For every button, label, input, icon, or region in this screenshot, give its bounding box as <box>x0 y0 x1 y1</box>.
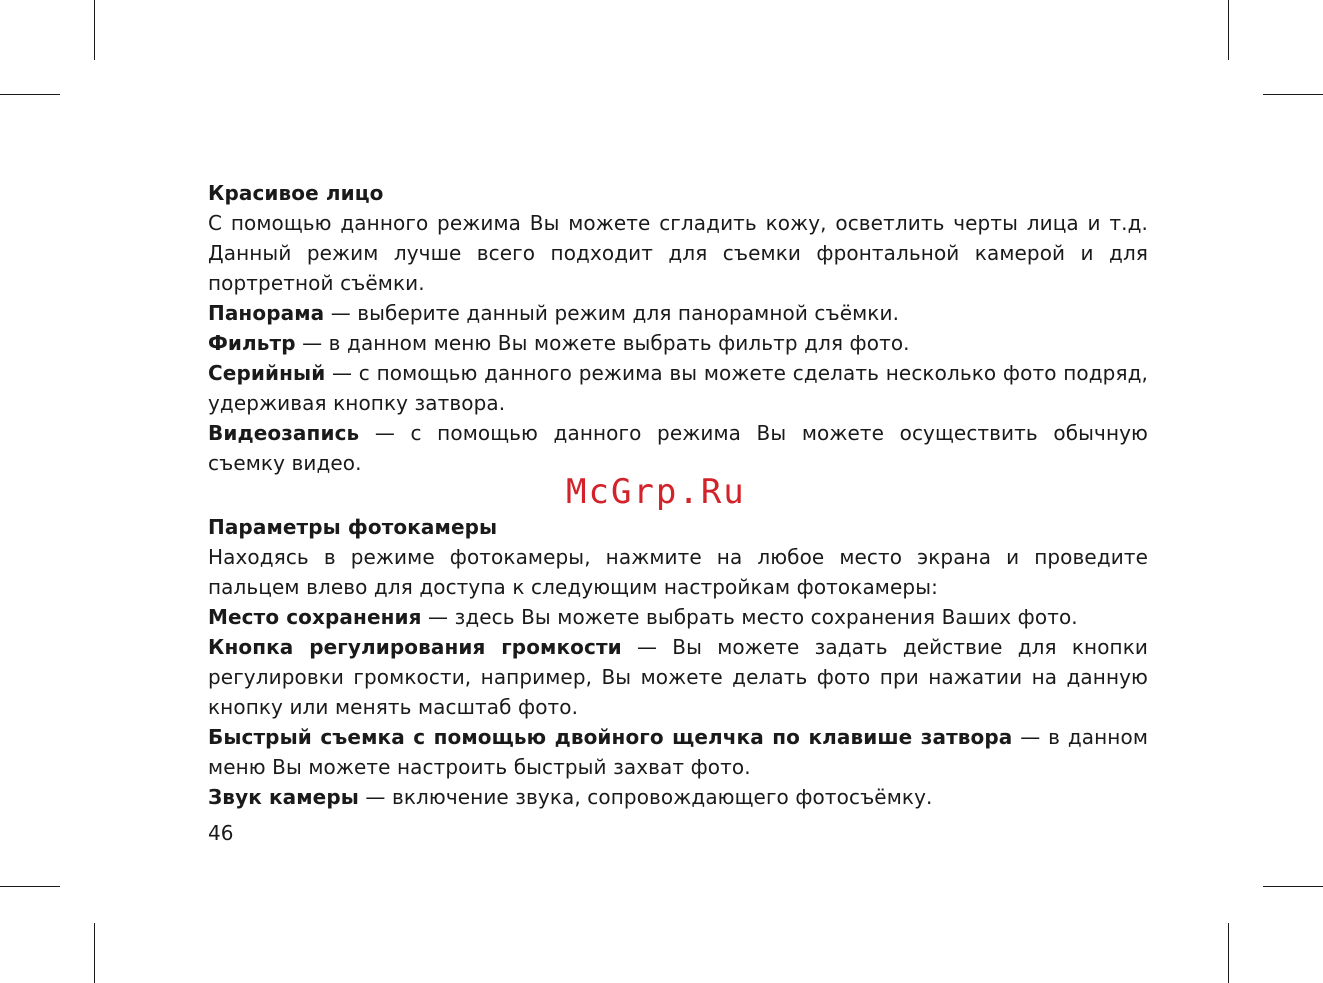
crop-mark <box>1263 94 1323 95</box>
crop-mark <box>94 0 95 60</box>
item-desc: — здесь Вы можете выбрать место сохранения Ваших фото. <box>421 605 1078 629</box>
section-intro: С помощью данного режима Вы можете сгладить кожу, осветлить черты лица и т.д. Данный режим лучше всего подходит для съемки фронтальной камерой и для портретной съёмки. <box>208 211 1148 295</box>
item-term: Панорама <box>208 301 325 325</box>
item-term: Быстрый съемка с помощью двойного щелчка по клавише затвора <box>208 725 1013 749</box>
list-item <box>208 602 1148 632</box>
item-desc: — с помощью данного режима Вы можете осуществить обычную съемку видео. <box>208 421 1148 475</box>
item-term: Кнопка регулирования громкости <box>208 635 622 659</box>
page-number: 46 <box>208 821 234 845</box>
crop-mark <box>1228 923 1229 983</box>
crop-mark <box>0 886 60 887</box>
crop-mark <box>94 923 95 983</box>
section-heading-camera-settings: Параметры фотокамеры <box>208 515 498 539</box>
item-desc: — в данном меню Вы можете выбрать фильтр для фото. <box>295 331 910 355</box>
item-term: Видеозапись <box>208 421 360 445</box>
section-intro: Находясь в режиме фотокамеры, нажмите на любое место экрана и проведите пальцем влево для доступа к следующим настройкам фотокамеры: <box>208 545 1148 599</box>
item-desc: — включение звука, сопровождающего фотосъёмку. <box>358 785 933 809</box>
item-term: Фильтр <box>208 331 296 355</box>
list-item <box>208 298 1148 328</box>
item-term: Место сохранения <box>208 605 422 629</box>
list-item <box>208 358 1148 418</box>
item-desc: — в данном меню Вы можете настроить быстрый захват фото. <box>208 725 1149 779</box>
section-heading-beauty: Красивое лицо <box>208 181 384 205</box>
list-item <box>208 722 1148 782</box>
item-desc: — с помощью данного режима вы можете сделать несколько фото подряд, удерживая кнопку затвора. <box>208 361 1148 415</box>
crop-mark <box>0 94 60 95</box>
list-item <box>208 632 1148 722</box>
item-desc: — Вы можете задать действие для кнопки регулировки громкости, например, Вы можете делать фото при нажатии на данную кнопку или менять масштаб фото. <box>208 635 1148 719</box>
item-desc: — выберите данный режим для панорамной съёмки. <box>324 301 900 325</box>
crop-mark <box>1263 886 1323 887</box>
list-item <box>208 418 1148 478</box>
list-item <box>208 328 1148 358</box>
item-term: Звук камеры <box>208 785 359 809</box>
list-item <box>208 782 1148 812</box>
item-term: Серийный <box>208 361 326 385</box>
watermark: McGrp.Ru <box>566 472 746 512</box>
crop-mark <box>1228 0 1229 60</box>
